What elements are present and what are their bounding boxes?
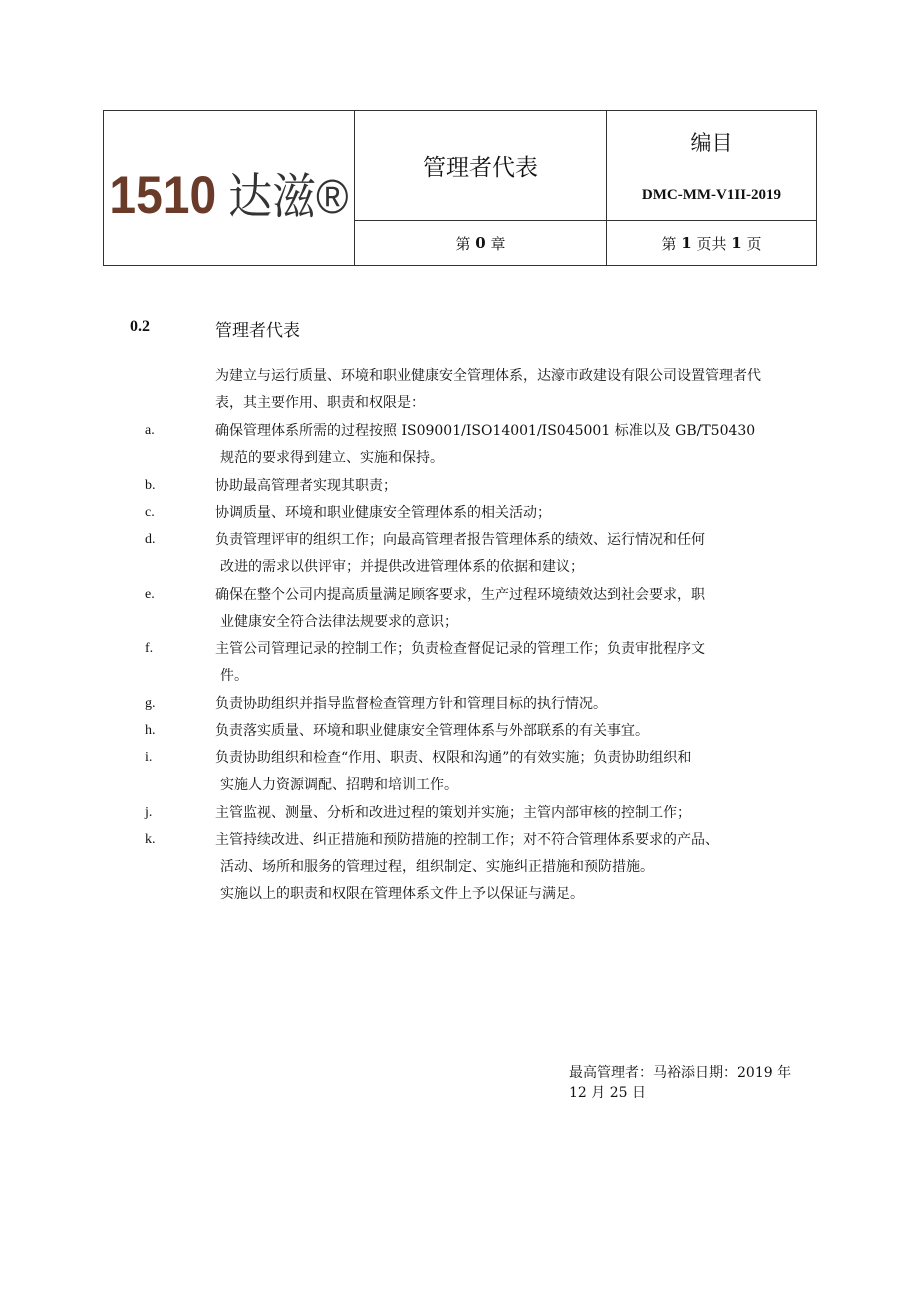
signature-date-line: 12 月 25 日 [569,1085,646,1101]
list-item: 负责管理评审的组织工作；向最高管理者报告管理体系的绩效、运行情况和任何 [215,532,705,548]
list-item: 协调质量、环境和职业健康安全管理体系的相关活动； [215,505,551,521]
list-item-continued: 活动、场所和服务的管理过程，组织制定、实施纠正措施和预防措施。 [220,859,654,875]
list-item-continued: 改进的需求以供评审；并提供改进管理体系的依据和建议； [220,559,584,575]
section-number: 0.2 [130,318,150,335]
list-item: 负责落实质量、环境和职业健康安全管理体系与外部联系的有关事宜。 [215,723,649,739]
code-cell [607,111,816,221]
chapter-number: 0 [475,234,486,252]
section-title: 管理者代表 [215,321,300,341]
document-header-table [103,110,817,266]
list-item: 负责协助组织和检查“作用、职责、权限和沟通”的有效实施；负责协助组织和 [215,750,692,766]
intro-line-1: 为建立与运行质量、环境和职业健康安全管理体系，达濠市政建设有限公司设置管理者代 [215,368,761,384]
chapter-suffix: 章 [490,234,506,253]
company-logo [109,157,348,227]
logo-number: 1510 [109,166,217,225]
item-marker: e. [145,587,155,602]
item-marker: k. [145,832,156,847]
list-item: 确保管理体系所需的过程按照 IS09001/ISO14001/IS045001 标准以及 GB/T50430 [215,423,756,439]
item-marker: f. [145,641,154,656]
page-suffix: 页 [746,234,762,253]
list-item-continued: 件。 [220,668,248,684]
item-marker: c. [145,505,155,520]
signature-line-1: 最高管理者：马裕添日期：2019 年 [569,1065,792,1081]
code-label: 编目 [690,131,733,155]
document-title: 管理者代表 [355,111,607,221]
item-marker: g. [145,696,156,711]
item-marker: a. [145,423,155,438]
closing-statement: 实施以上的职责和权限在管理体系文件上予以保证与满足。 [220,886,584,902]
page-current: 1 [681,234,692,252]
page-total: 1 [731,234,742,252]
list-item-continued: 规范的要求得到建立、实施和保持。 [220,450,444,466]
item-marker: b. [145,478,156,493]
chapter-prefix: 第 [455,234,471,253]
signature-block [569,1063,791,1103]
list-item: 主管持续改进、纠正措施和预防措施的控制工作；对不符合管理体系要求的产品、 [215,832,719,848]
logo-cell [104,111,355,265]
chapter-cell [355,221,607,265]
list-item: 确保在整个公司内提高质量满足顾客要求，生产过程环境绩效达到社会要求，职 [215,587,705,603]
page-cell [607,221,816,265]
list-item: 主管监视、测量、分析和改进过程的策划并实施；主管内部审核的控制工作； [215,805,691,821]
item-marker: j. [145,805,153,820]
intro-line-2: 表，其主要作用、职责和权限是： [215,395,425,411]
list-item: 协助最高管理者实现其职责； [215,478,397,494]
list-item: 负责协助组织并指导监督检查管理方针和管理目标的执行情况。 [215,696,607,712]
item-marker: h. [145,723,156,738]
list-item-continued: 实施人力资源调配、招聘和培训工作。 [220,777,458,793]
item-marker: d. [145,532,156,547]
page-mid: 页共 [696,234,727,253]
page-prefix: 第 [661,234,677,253]
list-item-continued: 业健康安全符合法律法规要求的意识； [220,614,458,630]
list-item: 主管公司管理记录的控制工作；负责检查督促记录的管理工作；负责审批程序文 [215,641,705,657]
logo-name: 达滋® [228,170,349,224]
document-code: DMC-MM-V1II-2019 [641,187,782,203]
item-marker: i. [145,750,153,765]
